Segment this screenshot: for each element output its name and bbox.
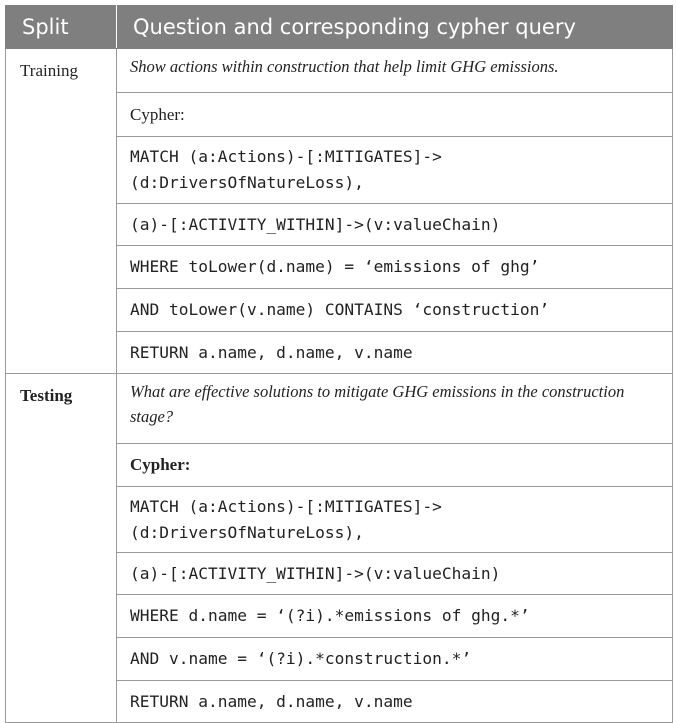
query-line: (a)-[:ACTIVITY_WITHIN]->(v:valueChain) <box>117 553 673 595</box>
question-text: What are effective solutions to mitigate GHG emissions in the construction stage? <box>117 374 673 444</box>
cypher-label: Cypher: <box>117 444 673 487</box>
query-line: AND v.name = ‘(?i).*construction.*’ <box>117 638 673 681</box>
split-column-header: Split <box>6 6 117 49</box>
question-text: Show actions within construction that help limit GHG emissions. <box>117 49 673 93</box>
cypher-label: Cypher: <box>117 93 673 137</box>
question-column-header: Question and corresponding cypher query <box>117 6 673 49</box>
cypher-query-table <box>5 5 673 723</box>
query-line: RETURN a.name, d.name, v.name <box>117 681 673 723</box>
query-line: RETURN a.name, d.name, v.name <box>117 332 673 374</box>
query-line: (a)-[:ACTIVITY_WITHIN]->(v:valueChain) <box>117 204 673 246</box>
testing-question-row <box>6 374 673 444</box>
split-label-training: Training <box>6 49 117 374</box>
query-line: MATCH (a:Actions)-[:MITIGATES]->(d:DriversOfNatureLoss), <box>117 487 673 553</box>
training-question-row <box>6 49 673 93</box>
query-line: MATCH (a:Actions)-[:MITIGATES]->(d:DriversOfNatureLoss), <box>117 137 673 204</box>
header-row <box>6 6 673 49</box>
query-line: WHERE d.name = ‘(?i).*emissions of ghg.*’ <box>117 595 673 638</box>
query-line: WHERE toLower(d.name) = ‘emissions of ghg’ <box>117 246 673 289</box>
split-label-testing: Testing <box>6 374 117 723</box>
query-line: AND toLower(v.name) CONTAINS ‘construction’ <box>117 289 673 332</box>
